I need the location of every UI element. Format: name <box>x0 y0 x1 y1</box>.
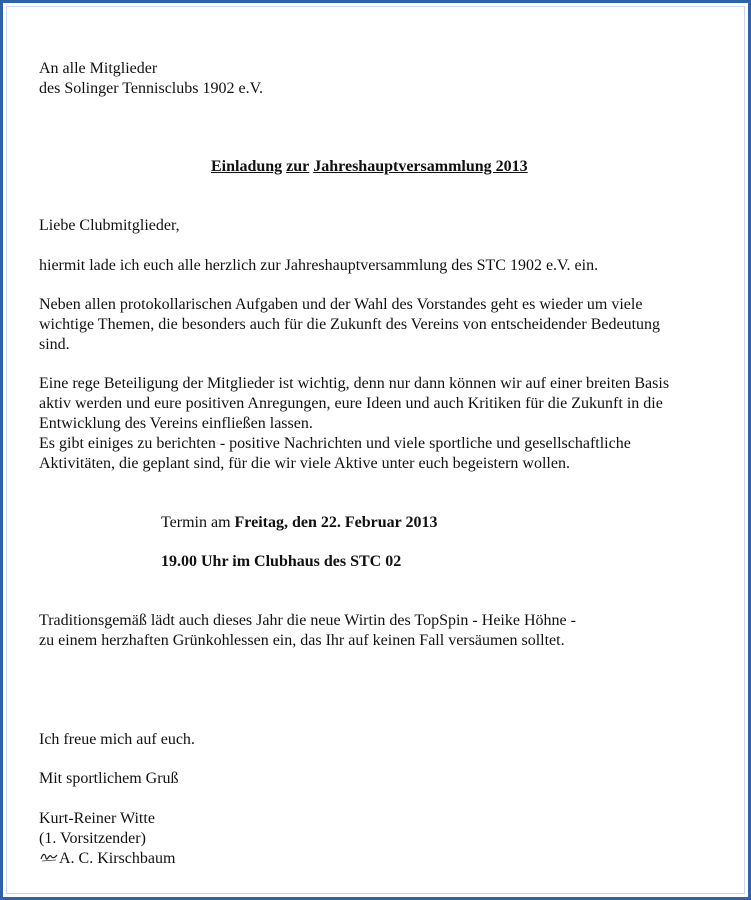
event-time-place: 19.00 Uhr im Clubhaus des STC 02 <box>161 553 402 570</box>
handwritten-initials-mark <box>40 849 58 863</box>
signature-proxy: A. C. Kirschbaum <box>59 850 176 867</box>
recipient-line-1: An alle Mitglieder <box>39 60 158 77</box>
letter-title <box>211 157 528 177</box>
event-termin <box>161 513 437 533</box>
body-paragraph-4-line-2: Aktivitäten, die geplant sind, für die wir viele Aktive unter euch begeistern wollen. <box>39 455 570 472</box>
salutation: Liebe Clubmitglieder, <box>39 217 180 234</box>
title-rest: Jahreshauptversammlung 2013 <box>313 158 528 175</box>
body-paragraph-3-line-2: aktiv werden und eure positiven Anregungen, eure Ideen und auch Kritiken für die Zukunft in die <box>39 395 663 412</box>
closing-line-1: Ich freue mich auf euch. <box>39 731 195 748</box>
signature-name: Kurt-Reiner Witte <box>39 810 155 827</box>
signature-role: (1. Vorsitzender) <box>39 830 146 847</box>
title-word-zur: zur <box>286 158 310 175</box>
tradition-line-1: Traditionsgemäß lädt auch dieses Jahr die neue Wirtin des TopSpin - Heike Höhne - <box>39 612 576 629</box>
closing-line-2: Mit sportlichem Gruß <box>39 770 179 787</box>
title-word-einladung: Einladung <box>211 158 283 175</box>
tradition-line-2: zu einem herzhaften Grünkohlessen ein, das Ihr auf keinen Fall versäumen solltet. <box>39 632 565 649</box>
body-paragraph-2-line-2: wichtige Themen, die besonders auch für die Zukunft des Vereins von entscheidender Bedeutung <box>39 316 661 333</box>
event-termin-prefix: Termin am <box>161 514 235 531</box>
body-paragraph-2-line-3: sind. <box>39 336 70 353</box>
body-paragraph-1: hiermit lade ich euch alle herzlich zur Jahreshauptversammlung des STC 1902 e.V. ein. <box>39 257 599 274</box>
body-paragraph-3-line-1: Eine rege Beteiligung der Mitglieder ist wichtig, denn nur dann können wir auf einer breiten Basis <box>39 375 670 392</box>
recipient-line-2: des Solinger Tennisclubs 1902 e.V. <box>39 80 264 97</box>
body-paragraph-3-line-3: Entwicklung des Vereins einfließen lassen. <box>39 415 313 432</box>
body-paragraph-2-line-1: Neben allen protokollarischen Aufgaben und der Wahl des Vorstandes geht es wieder um viele <box>39 296 643 313</box>
body-paragraph-4-line-1: Es gibt einiges zu berichten - positive Nachrichten und viele sportliche und gesellschaftliche <box>39 435 631 452</box>
event-termin-date: Freitag, den 22. Februar 2013 <box>234 514 438 531</box>
